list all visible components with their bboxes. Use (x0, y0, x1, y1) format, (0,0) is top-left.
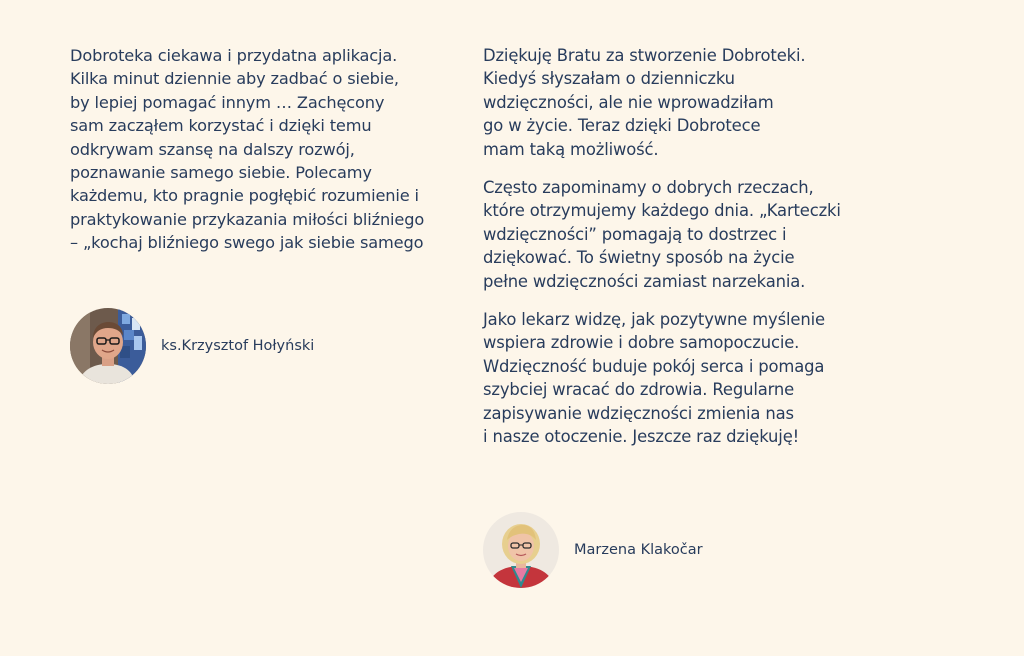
testimonial-2-paragraph-3: Jako lekarz widzę, jak pozytywne myślenie wspiera zdrowie i dobre samopoczucie. Wdzięczność buduje pokój serca i pomaga szybciej wracać do zdrowia. Regularne zapisywanie wdzięczności zmienia nas i nasze otoczenie. Jeszcze raz dziękuję! (483, 310, 825, 447)
avatar (483, 512, 559, 588)
avatar-photo-woman (483, 512, 559, 588)
testimonial-2-paragraph-2: Często zapominamy o dobrych rzeczach, które otrzymujemy każdego dnia. „Karteczki wdzięczności” pomagają to dostrzec i dziękować. To świetny sposób na życie pełne wdzięczności zamiast narzekania. (483, 178, 841, 291)
testimonial-2-author (483, 512, 703, 588)
avatar (70, 308, 146, 384)
author-name: Marzena Klakočar (574, 542, 703, 558)
testimonial-2-text (483, 44, 883, 464)
author-name: ks.Krzysztof Hołyński (161, 338, 315, 354)
avatar-photo-man (70, 308, 146, 384)
testimonial-1-paragraph: Dobroteka ciekawa i przydatna aplikacja. Kilka minut dziennie aby zadbać o siebie, by lepiej pomagać innym … Zachęcony sam zacząłem korzystać i dzięki temu odkrywam szansę na dalszy rozwój, poznawanie samego siebie. Polecamy każdemu, kto pragnie pogłębić rozumienie i praktykowanie przykazania miłości bliźniego – „kochaj bliźniego swego jak siebie samego (70, 46, 425, 253)
testimonial-1-text (70, 44, 465, 270)
testimonial-1-author (70, 308, 314, 384)
testimonial-2-paragraph-1: Dziękuję Bratu za stworzenie Dobroteki. Kiedyś słyszałam o dzienniczku wdzięczności, ale nie wprowadziłam go w życie. Teraz dzięki Dobrotece mam taką możliwość. (483, 46, 806, 159)
